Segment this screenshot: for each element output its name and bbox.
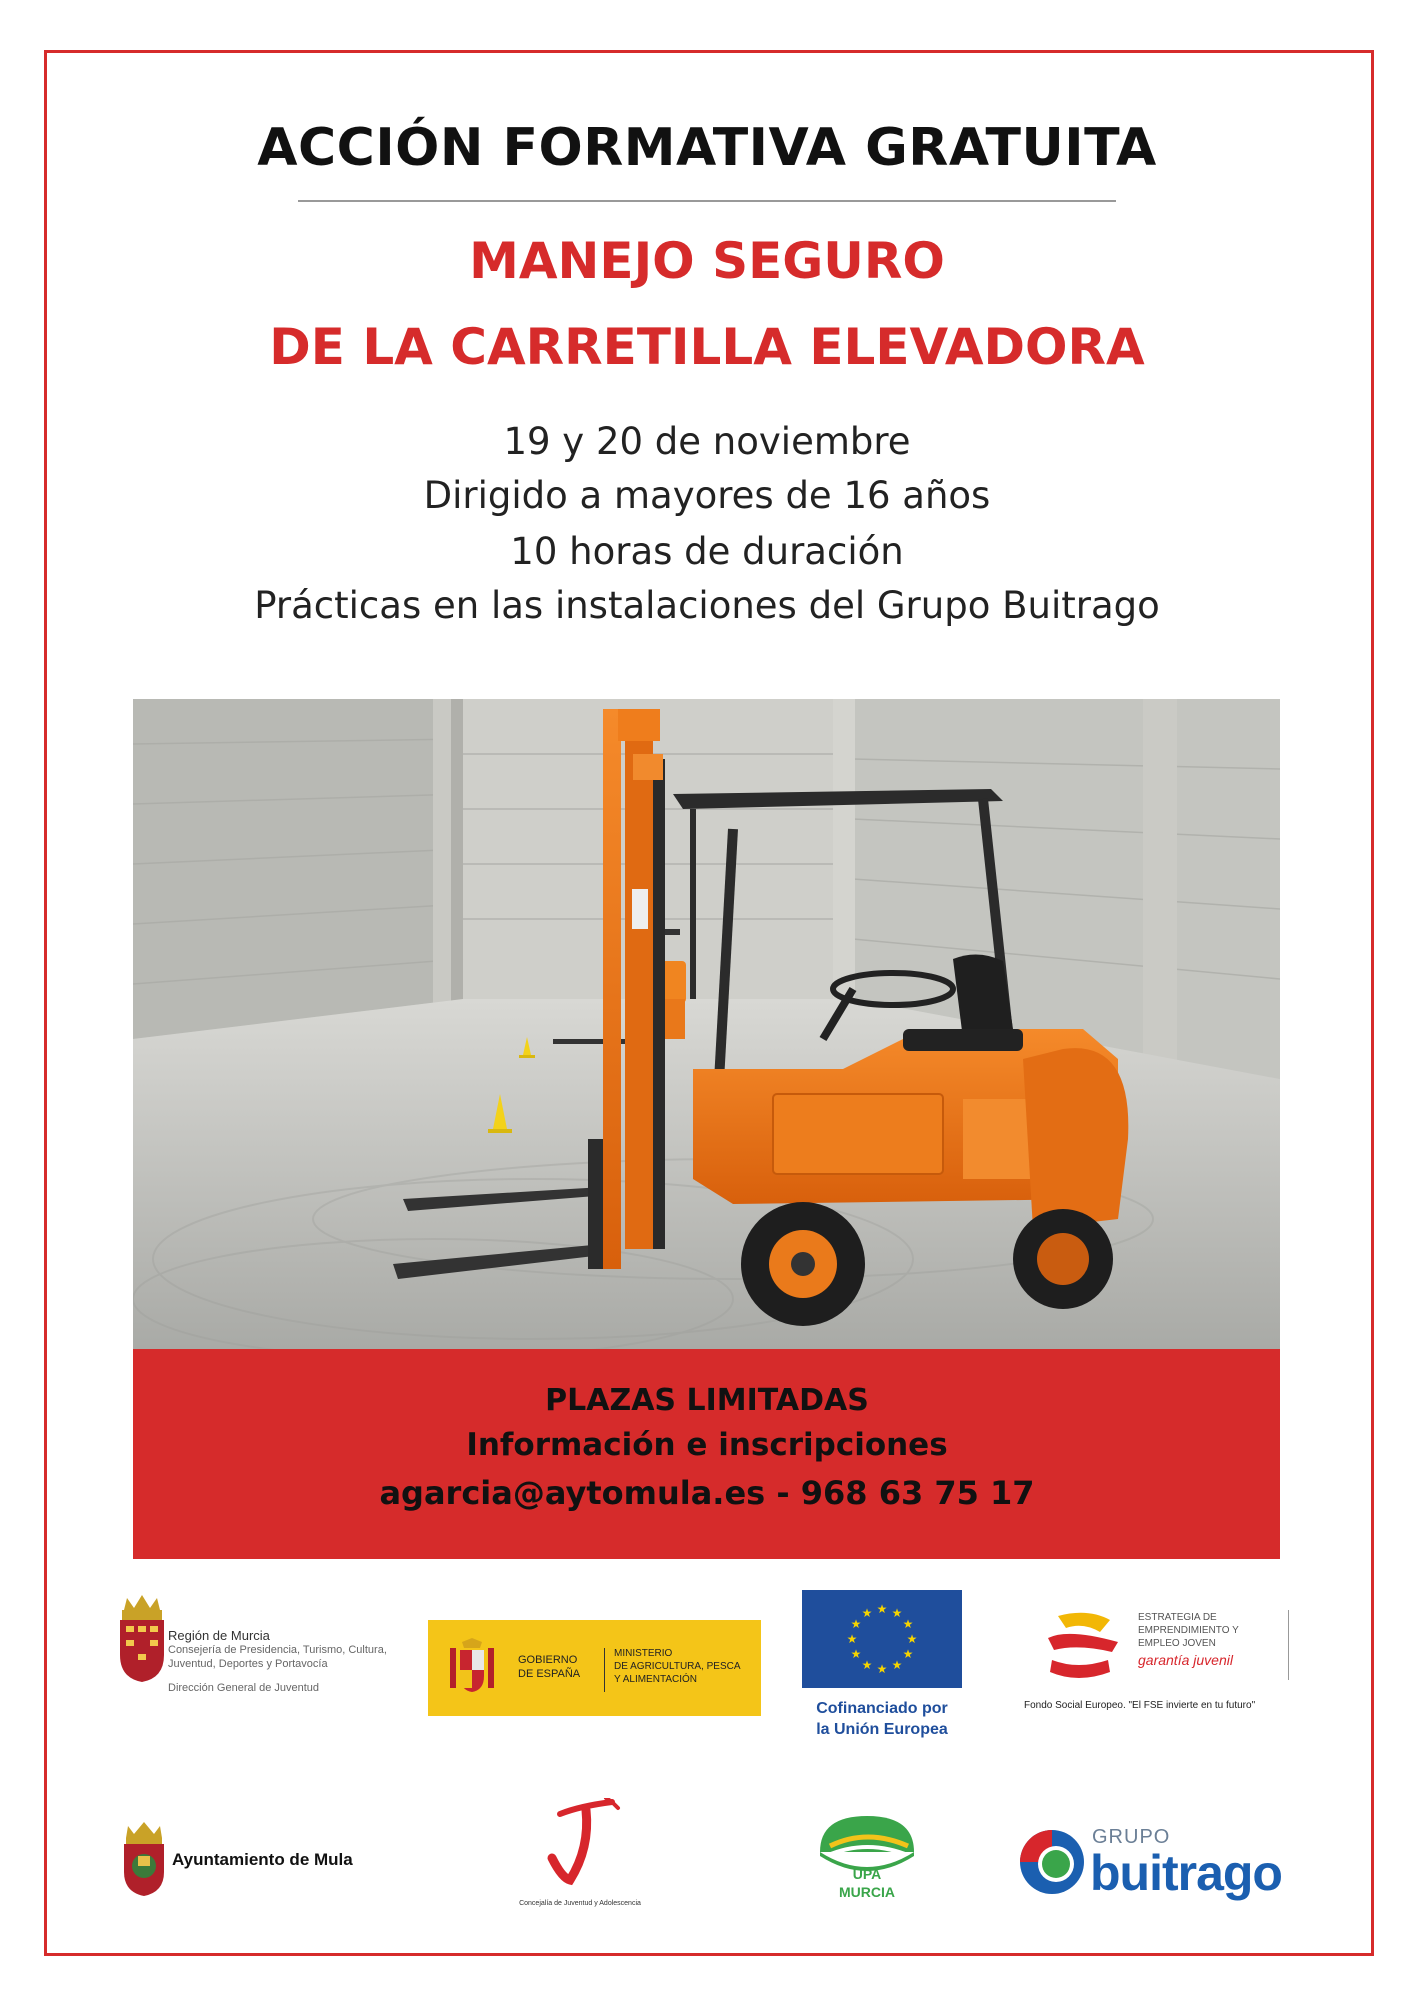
murcia-crest-icon [112,1590,172,1685]
concejalia-label: Concejalía de Juventud y Adolescencia [519,1900,641,1907]
forklift-photo [133,699,1280,1349]
eu-line1: Cofinanciado por [816,1700,948,1717]
garantia-line1: ESTRATEGIA DE [1138,1612,1217,1623]
course-practice-location: Prácticas en las instalaciones del Grupo Buitrago [254,584,1160,627]
buitrago-small: GRUPO [1092,1826,1171,1848]
eu-star-icon: ★ [902,1617,914,1631]
garantia-line4: garantía juvenil [1138,1652,1233,1668]
garantia-line3: EMPLEO JOVEN [1138,1638,1216,1649]
limited-places-label: PLAZAS LIMITADAS [545,1383,869,1418]
eu-star-icon: ★ [891,1606,903,1621]
garantia-juvenil-logo [1020,1600,1340,1715]
garantia-juvenil-icon [1038,1608,1128,1686]
eu-star-icon: ★ [861,1606,873,1621]
eu-star-icon: ★ [861,1657,873,1672]
gobierno-line1: GOBIERNO [518,1654,578,1666]
concejalia-juventud-logo [490,1798,670,1918]
garantia-divider [1288,1610,1289,1680]
ministerio-line2: DE AGRICULTURA, PESCA [614,1661,741,1672]
eu-line2: la Unión Europea [816,1721,948,1738]
buitrago-big: buitrago [1090,1845,1282,1901]
eu-star-icon: ★ [876,1602,888,1616]
murcia-line1: Consejería de Presidencia, Turismo, Cultura, [168,1644,387,1656]
eu-star-icon: ★ [850,1617,862,1631]
murcia-line2: Juventud, Deportes y Portavocía [168,1658,328,1670]
course-duration: 10 horas de duración [510,530,904,573]
fse-caption: Fondo Social Europeo. "El FSE invierte en tu futuro" [1024,1700,1256,1711]
eu-flag-icon [802,1590,962,1688]
upa-line1: UPA [852,1866,882,1882]
murcia-line3: Dirección General de Juventud [168,1682,320,1694]
info-registration-label: Información e inscripciones [466,1427,948,1463]
ministerio-line3: Y ALIMENTACIÓN [614,1674,697,1685]
eu-star-icon: ★ [902,1647,914,1661]
ministerio-line1: MINISTERIO [614,1648,673,1659]
eu-star-icon: ★ [876,1662,888,1676]
eu-star-icon: ★ [891,1657,903,1672]
garantia-line2: EMPRENDIMIENTO Y [1138,1625,1239,1636]
course-title-line-1: MANEJO SEGURO [469,232,945,290]
heading-divider [298,200,1116,202]
ayuntamiento-mula-logo [118,1820,418,1900]
page-heading: ACCIÓN FORMATIVA GRATUITA [257,118,1157,178]
contact-email-phone[interactable]: agarcia@aytomula.es - 968 63 75 17 [379,1474,1035,1512]
gobierno-espana-logo [428,1620,761,1716]
mula-label: Ayuntamiento de Mula [172,1850,353,1869]
spain-coat-of-arms-icon [444,1638,500,1698]
gobierno-line2: DE ESPAÑA [518,1668,581,1680]
course-title-line-2: DE LA CARRETILLA ELEVADORA [269,318,1145,376]
upa-murcia-logo [812,1812,922,1912]
mula-crest-icon [118,1820,170,1898]
murcia-title: Región de Murcia [168,1628,270,1643]
eu-cofinanced-logo [802,1590,962,1740]
course-audience: Dirigido a mayores de 16 años [423,474,991,517]
eu-star-icon: ★ [906,1632,918,1646]
concejalia-j-icon [530,1798,630,1888]
upa-line2: MURCIA [839,1884,895,1900]
course-dates: 19 y 20 de noviembre [503,420,911,463]
region-murcia-logo [112,1590,402,1694]
grupo-buitrago-logo [1016,1818,1296,1918]
gobierno-divider [604,1648,605,1692]
eu-star-icon: ★ [846,1632,858,1646]
buitrago-gear-icon [1016,1824,1086,1904]
eu-star-icon: ★ [850,1647,862,1661]
